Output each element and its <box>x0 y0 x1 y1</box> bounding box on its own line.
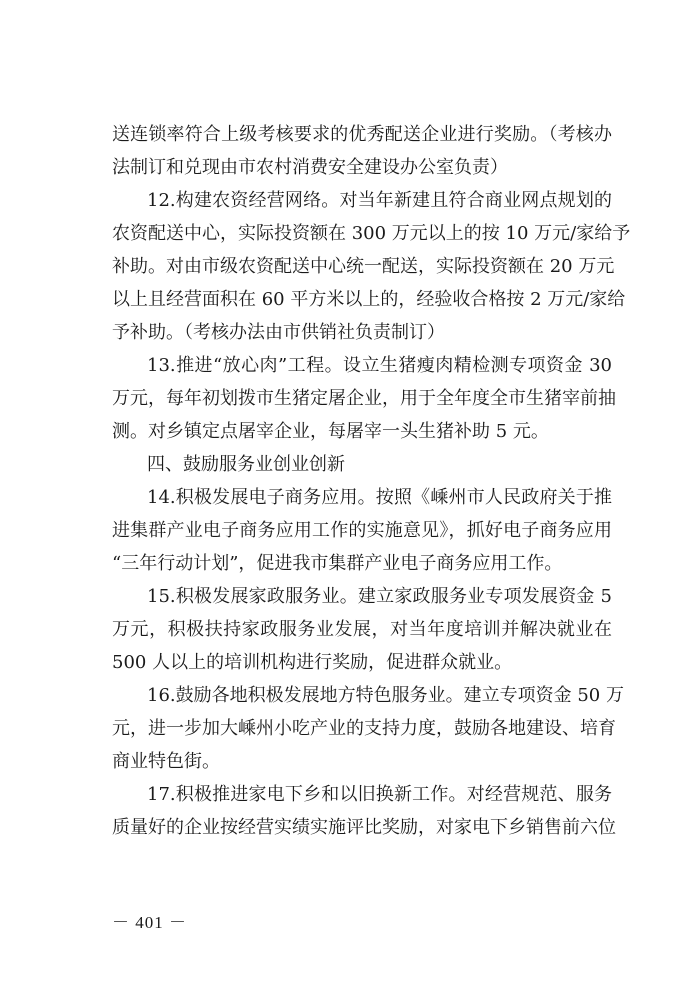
text-line: 16.鼓励各地积极发展地方特色服务业。建立专项资金 50 万 <box>147 685 624 706</box>
text-line: 法制订和兑现由市农村消费安全建设办公室负责） <box>112 157 508 178</box>
text-line: 万元，每年初划拨市生猪定屠企业，用于全年度全市生猪宰前抽 <box>112 388 616 409</box>
text-line: 测。对乡镇定点屠宰企业，每屠宰一头生猪补助 5 元。 <box>112 421 549 442</box>
text-line: 12.构建农资经营网络。对当年新建且符合商业网点规划的 <box>147 190 612 211</box>
text-line: “三年行动计划”，促进我市集群产业电子商务应用工作。 <box>112 553 563 574</box>
text-line: 进集群产业电子商务应用工作的实施意见》，抓好电子商务应用 <box>112 520 612 541</box>
page-number: － 401 － <box>112 913 187 932</box>
text-line: 农资配送中心，实际投资额在 300 万元以上的按 10 万元/家给予 <box>112 223 631 244</box>
text-line: 500 人以上的培训机构进行奖励，促进群众就业。 <box>112 652 513 673</box>
text-line: 补助。对由市级农资配送中心统一配送，实际投资额在 20 万元 <box>112 256 615 277</box>
text-line: 17.积极推进家电下乡和以旧换新工作。对经营规范、服务 <box>147 784 612 805</box>
section-heading: 四、鼓励服务业创业创新 <box>147 454 345 475</box>
text-line: 15.积极发展家政服务业。建立家政服务业专项发展资金 5 <box>147 586 612 607</box>
text-line: 14.积极发展电子商务应用。按照《嵊州市人民政府关于推 <box>147 487 612 508</box>
text-line: 万元，积极扶持家政服务业发展，对当年度培训并解决就业在 <box>112 619 612 640</box>
body-text <box>112 118 631 844</box>
text-line: 商业特色街。 <box>112 751 220 772</box>
text-line: 质量好的企业按经营实绩实施评比奖励，对家电下乡销售前六位 <box>112 817 616 838</box>
text-line: 13.推进“放心肉”工程。设立生猪瘦肉精检测专项资金 30 <box>147 355 612 376</box>
text-line: 元，进一步加大嵊州小吃产业的支持力度，鼓励各地建设、培育 <box>112 718 616 739</box>
text-line: 予补助。（考核办法由市供销社负责制订） <box>112 322 445 343</box>
text-line: 送连锁率符合上级考核要求的优秀配送企业进行奖励。（考核办 <box>112 124 612 145</box>
text-line: 以上且经营面积在 60 平方米以上的，经验收合格按 2 万元/家给 <box>112 289 626 310</box>
